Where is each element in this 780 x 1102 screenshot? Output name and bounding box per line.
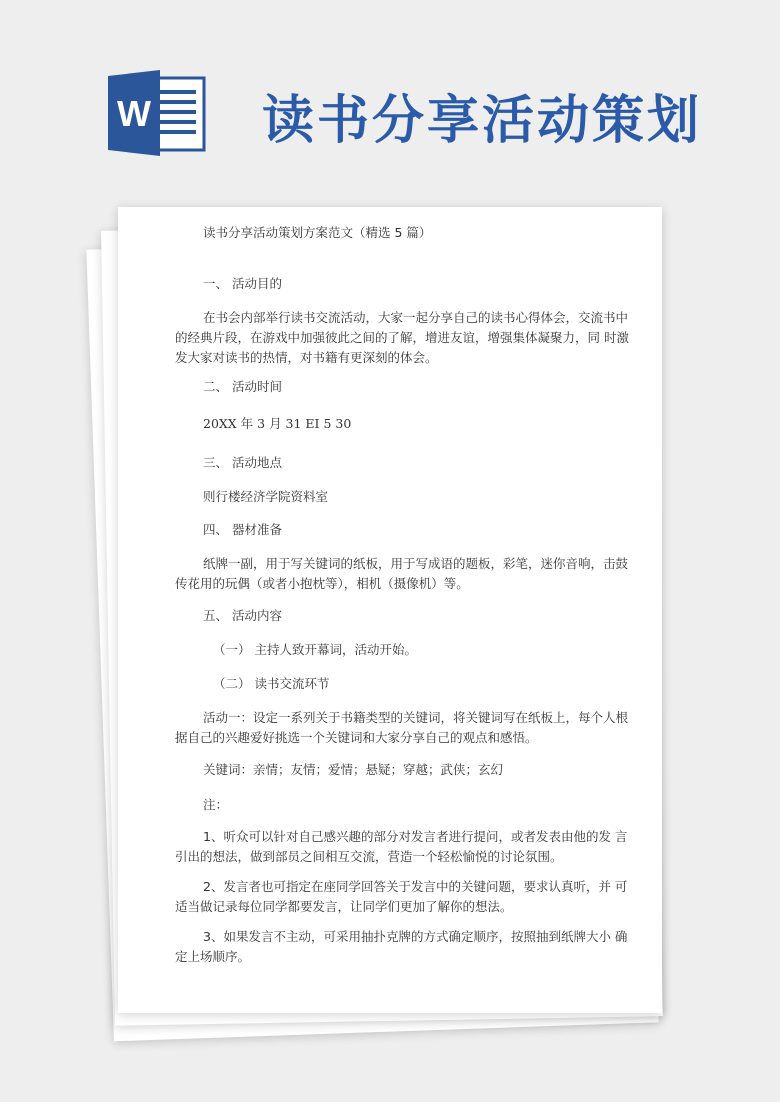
section-heading-purpose: 一、 活动目的 — [203, 276, 282, 291]
section-body-purpose: 在书会内部举行读书交流活动，大家一起分享自己的读书心得体会，交流书中的经典片段，在游戏中加强彼此之间的了解，增进友谊，增强集体凝聚力，同 时激发大家对读书的热情，对书籍有更深刻的体会。 — [175, 310, 629, 365]
section-heading-time: 二、 活动时间 — [203, 379, 282, 394]
document-page — [118, 207, 662, 1013]
section-body-equipment: 纸牌一副，用于写关键词的纸板，用于写成语的题板，彩笔，迷你音响，击鼓传花用的玩偶（或者小抱枕等），相机（摄像机）等。 — [175, 556, 629, 591]
note-item-3: 3、如果发言不主动，可采用抽扑克牌的方式确定顺序，按照抽到纸牌大小 确定上场顺序。 — [175, 929, 628, 964]
subsection-reading-exchange: （二） 读书交流环节 — [213, 676, 330, 691]
section-body-location: 则行楼经济学院资料室 — [203, 489, 329, 504]
section-heading-content: 五、 活动内容 — [203, 608, 282, 623]
section-heading-location: 三、 活动地点 — [203, 455, 282, 470]
section-heading-equipment: 四、 器材准备 — [203, 522, 282, 537]
activity-one-text: 活动一：设定一系列关于书籍类型的关键词，将关键词写在纸板上，每个人根据自己的兴趣爱好挑选一个关键词和大家分享自己的观点和感悟。 — [175, 710, 629, 745]
word-icon-letter: W — [117, 93, 151, 134]
document-title: 读书分享活动策划方案范文（精选 5 篇） — [203, 225, 432, 240]
page-title: 读书分享活动策划 — [262, 90, 703, 151]
section-body-time: 20XX 年 3 月 31 EI 5 30 — [203, 416, 352, 431]
subsection-opening: （一） 主持人致开幕词，活动开始。 — [213, 642, 417, 657]
note-item-2: 2、发言者也可指定在座同学回答关于发言中的关键问题，要求认真听，并 可适当做记录每位同学都要发言，让同学们更加了解你的想法。 — [175, 879, 628, 914]
page-header — [0, 0, 780, 200]
keywords-line: 关键词：亲情；友情；爱情；悬疑；穿越；武侠；玄幻 — [203, 762, 504, 777]
note-item-1: 1、听众可以针对自己感兴趣的部分对发言者进行提问，或者发表由他的发 言引出的想法，做到部员之间相互交流，营造一个轻松愉悦的讨论氛围。 — [175, 829, 628, 864]
word-document-icon — [108, 70, 208, 156]
note-label: 注： — [203, 797, 229, 812]
